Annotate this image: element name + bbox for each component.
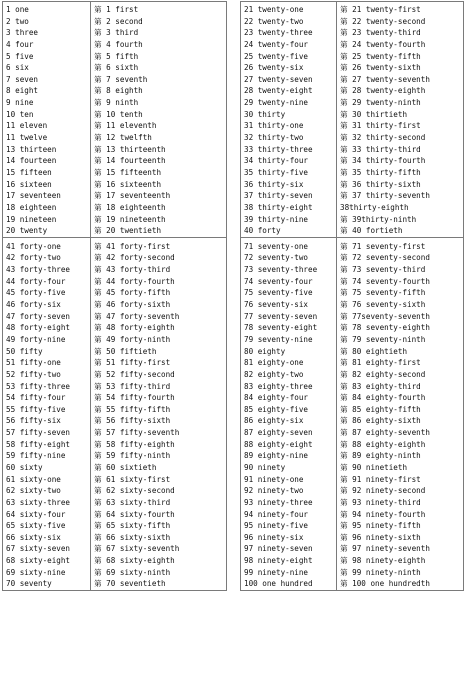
ordinal-number-entry: 第 50 fiftieth — [94, 346, 157, 356]
ordinal-number-entry: 第 77seventy-seventh — [340, 311, 430, 321]
cardinal-number-entry: 71 seventy-one — [244, 241, 309, 251]
ordinal-number-entry: 第 68 sixty-eighth — [94, 556, 175, 566]
ordinal-number-entry: 第 20 twentieth — [94, 226, 162, 236]
cardinal-number-entry: 3 three — [6, 28, 39, 38]
ordinal-number-entry: 第 79 seventy-ninth — [340, 334, 426, 344]
cardinal-number-entry: 22 twenty-two — [244, 16, 304, 26]
cardinal-number-entry: 53 fifty-three — [6, 381, 71, 391]
ordinal-number-entry: 第 31 thirty-first — [340, 121, 421, 131]
cardinal-number-entry: 1 one — [6, 5, 29, 14]
cardinal-number-entry: 60 sixty — [6, 462, 43, 472]
cardinal-number-entry: 32 thirty-two — [244, 133, 304, 143]
ordinal-number-entry: 第 95 ninety-fifth — [340, 521, 421, 531]
cardinal-number-entry: 41 forty-one — [6, 241, 61, 251]
ordinal-number-entry: 第 75 seventy-fifth — [340, 288, 426, 298]
cardinal-number-entry: 93 ninety-three — [244, 497, 313, 507]
cardinal-number-entry: 82 eighty-two — [244, 369, 304, 379]
ordinal-column-71-100 — [337, 237, 464, 590]
cardinal-number-entry: 44 forty-four — [6, 276, 66, 286]
ordinal-number-entry: 第 49 forty-ninth — [94, 334, 171, 344]
ordinal-number-entry: 第 33 thirty-third — [340, 144, 421, 154]
cardinal-number-entry: 92 ninety-two — [244, 486, 304, 496]
ordinal-number-entry: 第 74 seventy-fourth — [340, 276, 430, 286]
cardinal-number-entry: 68 sixty-eight — [6, 556, 71, 566]
ordinal-number-entry: 38thirty-eighth — [340, 202, 409, 212]
ordinal-number-entry: 第 22 twenty-second — [340, 16, 426, 26]
ordinal-number-entry: 第 26 twenty-sixth — [340, 63, 421, 73]
cardinal-column-41-70 — [3, 237, 91, 590]
cardinal-number-entry: 75 seventy-five — [244, 288, 313, 298]
cardinal-number-entry: 99 ninety-nine — [244, 567, 309, 577]
ordinal-number-entry: 第 28 twenty-eighth — [340, 86, 426, 96]
cardinal-number-entry: 56 fifty-six — [6, 416, 61, 426]
ordinal-number-entry: 第 92 ninety-second — [340, 486, 426, 496]
cardinal-number-entry: 80 eighty — [244, 346, 286, 356]
ordinal-number-entry: 第 52 fifty-second — [94, 369, 175, 379]
cardinal-number-entry: 15 fifteen — [6, 167, 52, 177]
ordinal-number-entry: 第 14 fourteenth — [94, 156, 166, 166]
ordinal-number-entry: 第 17 seventeenth — [94, 191, 171, 201]
ordinal-number-entry: 第 63 sixty-third — [94, 497, 171, 507]
cardinal-number-entry: 91 ninety-one — [244, 474, 304, 484]
number-words-table — [2, 1, 464, 591]
cardinal-number-entry: 13 thirteen — [6, 144, 57, 154]
cardinal-number-entry: 35 thirty-five — [244, 167, 309, 177]
cardinal-number-entry: 46 forty-six — [6, 300, 61, 310]
cardinal-number-entry: 39 thirty-nine — [244, 214, 309, 224]
ordinal-number-entry: 第 69 sixty-ninth — [94, 567, 171, 577]
cardinal-number-entry: 40 forty — [244, 226, 281, 236]
cardinal-number-entry: 9 nine — [6, 98, 34, 108]
ordinal-number-entry: 第 8 eighth — [94, 86, 143, 96]
ordinal-number-entry: 第 66 sixty-sixth — [94, 532, 171, 542]
cardinal-number-entry: 34 thirty-four — [244, 156, 309, 166]
ordinal-number-entry: 第 34 thirty-fourth — [340, 156, 426, 166]
ordinal-number-entry: 第 78 seventy-eighth — [340, 323, 430, 333]
cardinal-number-entry: 73 seventy-three — [244, 265, 318, 275]
cardinal-number-entry: 87 eighty-seven — [244, 428, 313, 438]
ordinal-number-entry: 第 88 eighty-eighth — [340, 439, 426, 449]
ordinal-number-entry: 第 67 sixty-seventh — [94, 544, 180, 554]
ordinal-number-entry: 第 37 thirty-seventh — [340, 191, 430, 201]
ordinal-number-entry: 第 61 sixty-first — [94, 474, 171, 484]
cardinal-number-entry: 11 twelve — [6, 133, 48, 143]
ordinal-number-entry: 第 11 eleventh — [94, 121, 157, 131]
cardinal-number-entry: 74 seventy-four — [244, 276, 313, 286]
cardinal-column-21-40 — [241, 2, 337, 238]
ordinal-number-entry: 第 87 eighty-seventh — [340, 428, 430, 438]
cardinal-number-entry: 81 eighty-one — [244, 358, 304, 368]
cardinal-number-entry: 50 fifty — [6, 346, 43, 356]
cardinal-number-entry: 28 twenty-eight — [244, 86, 313, 96]
cardinal-number-entry: 95 ninety-five — [244, 521, 309, 531]
ordinal-number-entry: 第 41 forty-first — [94, 241, 171, 251]
ordinal-number-entry: 第 19 nineteenth — [94, 214, 166, 224]
cardinal-number-entry: 83 eighty-three — [244, 381, 313, 391]
cardinal-number-entry: 25 twenty-five — [244, 51, 309, 61]
cardinal-number-entry: 30 thirty — [244, 109, 286, 119]
ordinal-number-entry: 第 62 sixty-second — [94, 486, 175, 496]
cardinal-number-entry: 19 nineteen — [6, 214, 57, 224]
ordinal-number-entry: 第 56 fifty-sixth — [94, 416, 171, 426]
ordinal-number-entry: 第 18 eighteenth — [94, 202, 166, 212]
ordinal-number-entry: 第 45 forty-fifth — [94, 288, 171, 298]
ordinal-number-entry: 第 89 eighty-ninth — [340, 451, 421, 461]
ordinal-number-entry: 第 82 eighty-second — [340, 369, 426, 379]
ordinal-number-entry: 第 58 fifty-eighth — [94, 439, 175, 449]
table-row-bottom — [3, 237, 464, 590]
table-row-top — [3, 2, 464, 238]
cardinal-number-entry: 67 sixty-seven — [6, 544, 71, 554]
cardinal-number-entry: 29 twenty-nine — [244, 98, 309, 108]
ordinal-number-entry: 第 42 forty-second — [94, 253, 175, 263]
ordinal-number-entry: 第 76 seventy-sixth — [340, 300, 426, 310]
cardinal-number-entry: 94 ninety-four — [244, 509, 309, 519]
ordinal-number-entry: 第 100 one hundredth — [340, 579, 430, 589]
cardinal-number-entry: 69 sixty-nine — [6, 567, 66, 577]
ordinal-number-entry: 第 80 eightieth — [340, 346, 408, 356]
ordinal-number-entry: 第 85 eighty-fifth — [340, 404, 421, 414]
ordinal-number-entry: 第 55 fifty-fifth — [94, 404, 171, 414]
cardinal-number-entry: 8 eight — [6, 86, 39, 96]
cardinal-number-entry: 54 fifty-four — [6, 393, 66, 403]
cardinal-number-entry: 23 twenty-three — [244, 28, 313, 38]
cardinal-number-entry: 24 twenty-four — [244, 39, 309, 49]
cardinal-number-entry: 21 twenty-one — [244, 5, 304, 14]
cardinal-column-1-20 — [3, 2, 91, 238]
ordinal-number-entry: 第 9 ninth — [94, 98, 139, 108]
cardinal-number-entry: 63 sixty-three — [6, 497, 71, 507]
cardinal-number-entry: 77 seventy-seven — [244, 311, 318, 321]
ordinal-number-entry: 第 25 twenty-fifth — [340, 51, 421, 61]
cardinal-number-entry: 47 forty-seven — [6, 311, 71, 321]
ordinal-number-entry: 第 94 ninety-fourth — [340, 509, 426, 519]
ordinal-number-entry: 第 36 thirty-sixth — [340, 179, 421, 189]
ordinal-number-entry: 第 43 forty-third — [94, 265, 171, 275]
ordinal-column-41-70 — [91, 237, 227, 590]
cardinal-number-entry: 6 six — [6, 63, 29, 73]
ordinal-number-entry: 第 1 first — [94, 5, 139, 14]
ordinal-number-entry: 第 84 eighty-fourth — [340, 393, 426, 403]
ordinal-number-entry: 第 21 twenty-first — [340, 5, 421, 14]
cardinal-number-entry: 61 sixty-one — [6, 474, 61, 484]
ordinal-number-entry: 第 6 sixth — [94, 63, 139, 73]
ordinal-number-entry: 第 91 ninety-first — [340, 474, 421, 484]
ordinal-number-entry: 第 98 ninety-eighth — [340, 556, 426, 566]
cardinal-number-entry: 72 seventy-two — [244, 253, 309, 263]
cardinal-number-entry: 59 fifty-nine — [6, 451, 66, 461]
cardinal-number-entry: 20 twenty — [6, 226, 48, 236]
ordinal-number-entry: 第 30 thirtieth — [340, 109, 408, 119]
cardinal-number-entry: 70 seventy — [6, 579, 52, 589]
ordinal-number-entry: 第 46 forty-sixth — [94, 300, 171, 310]
cardinal-number-entry: 90 ninety — [244, 462, 286, 472]
cardinal-number-entry: 65 sixty-five — [6, 521, 66, 531]
cardinal-number-entry: 48 forty-eight — [6, 323, 71, 333]
ordinal-number-entry: 第 93 ninety-third — [340, 497, 421, 507]
cardinal-number-entry: 52 fifty-two — [6, 369, 61, 379]
cardinal-number-entry: 26 twenty-six — [244, 63, 304, 73]
ordinal-number-entry: 第 64 sixty-fourth — [94, 509, 175, 519]
ordinal-number-entry: 第 2 second — [94, 16, 143, 26]
ordinal-number-entry: 第 53 fifty-third — [94, 381, 171, 391]
ordinal-number-entry: 第 51 fifty-first — [94, 358, 171, 368]
cardinal-number-entry: 64 sixty-four — [6, 509, 66, 519]
ordinal-number-entry: 第 27 twenty-seventh — [340, 74, 430, 84]
ordinal-number-entry: 第 29 twenty-ninth — [340, 98, 421, 108]
cardinal-number-entry: 2 two — [6, 16, 29, 26]
cardinal-number-entry: 11 eleven — [6, 121, 48, 131]
ordinal-number-entry: 第 3 third — [94, 28, 139, 38]
cardinal-number-entry: 37 thirty-seven — [244, 191, 313, 201]
cardinal-number-entry: 62 sixty-two — [6, 486, 61, 496]
ordinal-number-entry: 第 24 twenty-fourth — [340, 39, 426, 49]
cardinal-number-entry: 14 fourteen — [6, 156, 57, 166]
ordinal-number-entry: 第 44 forty-fourth — [94, 276, 175, 286]
ordinal-number-entry: 第 23 twenty-third — [340, 28, 421, 38]
ordinal-number-entry: 第 90 ninetieth — [340, 462, 408, 472]
cardinal-number-entry: 10 ten — [6, 109, 34, 119]
cardinal-number-entry: 85 eighty-five — [244, 404, 309, 414]
cardinal-number-entry: 49 forty-nine — [6, 334, 66, 344]
ordinal-number-entry: 第 60 sixtieth — [94, 462, 157, 472]
cardinal-number-entry: 98 ninety-eight — [244, 556, 313, 566]
cardinal-number-entry: 58 fifty-eight — [6, 439, 71, 449]
ordinal-number-entry: 第 32 thirty-second — [340, 133, 426, 143]
cardinal-number-entry: 89 eighty-nine — [244, 451, 309, 461]
cardinal-number-entry: 31 thirty-one — [244, 121, 304, 131]
ordinal-number-entry: 第 10 tenth — [94, 109, 143, 119]
cardinal-number-entry: 86 eighty-six — [244, 416, 304, 426]
ordinal-number-entry: 第 54 fifty-fourth — [94, 393, 175, 403]
cardinal-column-71-100 — [241, 237, 337, 590]
cardinal-number-entry: 51 fifty-one — [6, 358, 61, 368]
cardinal-number-entry: 17 seventeen — [6, 191, 61, 201]
ordinal-number-entry: 第 40 fortieth — [340, 226, 403, 236]
cardinal-number-entry: 36 thirty-six — [244, 179, 304, 189]
ordinal-number-entry: 第 48 forty-eighth — [94, 323, 175, 333]
cardinal-number-entry: 16 sixteen — [6, 179, 52, 189]
ordinal-number-entry: 第 15 fifteenth — [94, 167, 162, 177]
ordinal-number-entry: 第 71 seventy-first — [340, 241, 426, 251]
ordinal-number-entry: 第 16 sixteenth — [94, 179, 162, 189]
cardinal-number-entry: 57 fifty-seven — [6, 428, 71, 438]
cardinal-number-entry: 42 forty-two — [6, 253, 61, 263]
ordinal-number-entry: 第 4 fourth — [94, 39, 143, 49]
cardinal-number-entry: 66 sixty-six — [6, 532, 61, 542]
ordinal-number-entry: 第 70 seventieth — [94, 579, 166, 589]
ordinal-number-entry: 第 81 eighty-first — [340, 358, 421, 368]
ordinal-number-entry: 第 57 fifty-seventh — [94, 428, 180, 438]
cardinal-number-entry: 55 fifty-five — [6, 404, 66, 414]
ordinal-number-entry: 第 47 forty-seventh — [94, 311, 180, 321]
cardinal-number-entry: 76 seventy-six — [244, 300, 309, 310]
ordinal-number-entry: 第 83 eighty-third — [340, 381, 421, 391]
cardinal-number-entry: 45 forty-five — [6, 288, 66, 298]
cardinal-number-entry: 27 twenty-seven — [244, 74, 313, 84]
cardinal-number-entry: 79 seventy-nine — [244, 334, 313, 344]
ordinal-number-entry: 第 35 thirty-fifth — [340, 167, 421, 177]
ordinal-number-entry: 第 86 eighty-sixth — [340, 416, 421, 426]
ordinal-number-entry: 第 99 ninety-ninth — [340, 567, 421, 577]
ordinal-number-entry: 第 73 seventy-third — [340, 265, 426, 275]
ordinal-column-21-40 — [337, 2, 464, 238]
ordinal-number-entry: 第 13 thirteenth — [94, 144, 166, 154]
ordinal-number-entry: 第 39thirty-ninth — [340, 214, 417, 224]
ordinal-number-entry: 第 72 seventy-second — [340, 253, 430, 263]
ordinal-column-1-20 — [91, 2, 227, 238]
ordinal-number-entry: 第 7 seventh — [94, 74, 148, 84]
cardinal-number-entry: 33 thirty-three — [244, 144, 313, 154]
ordinal-number-entry: 第 5 fifth — [94, 51, 139, 61]
cardinal-number-entry: 97 ninety-seven — [244, 544, 313, 554]
ordinal-number-entry: 第 97 ninety-seventh — [340, 544, 430, 554]
cardinal-number-entry: 43 forty-three — [6, 265, 71, 275]
cardinal-number-entry: 96 ninety-six — [244, 532, 304, 542]
column-gap — [227, 237, 241, 590]
cardinal-number-entry: 88 eighty-eight — [244, 439, 313, 449]
cardinal-number-entry: 84 eighty-four — [244, 393, 309, 403]
ordinal-number-entry: 第 59 fifty-ninth — [94, 451, 171, 461]
cardinal-number-entry: 38 thirty-eight — [244, 202, 313, 212]
cardinal-number-entry: 78 seventy-eight — [244, 323, 318, 333]
cardinal-number-entry: 100 one hundred — [244, 579, 313, 589]
cardinal-number-entry: 7 seven — [6, 74, 39, 84]
cardinal-number-entry: 5 five — [6, 51, 34, 61]
ordinal-number-entry: 第 65 sixty-fifth — [94, 521, 171, 531]
ordinal-number-entry: 第 96 ninety-sixth — [340, 532, 421, 542]
cardinal-number-entry: 4 four — [6, 39, 34, 49]
ordinal-number-entry: 第 12 twelfth — [94, 133, 152, 143]
column-gap — [227, 2, 241, 238]
cardinal-number-entry: 18 eighteen — [6, 202, 57, 212]
